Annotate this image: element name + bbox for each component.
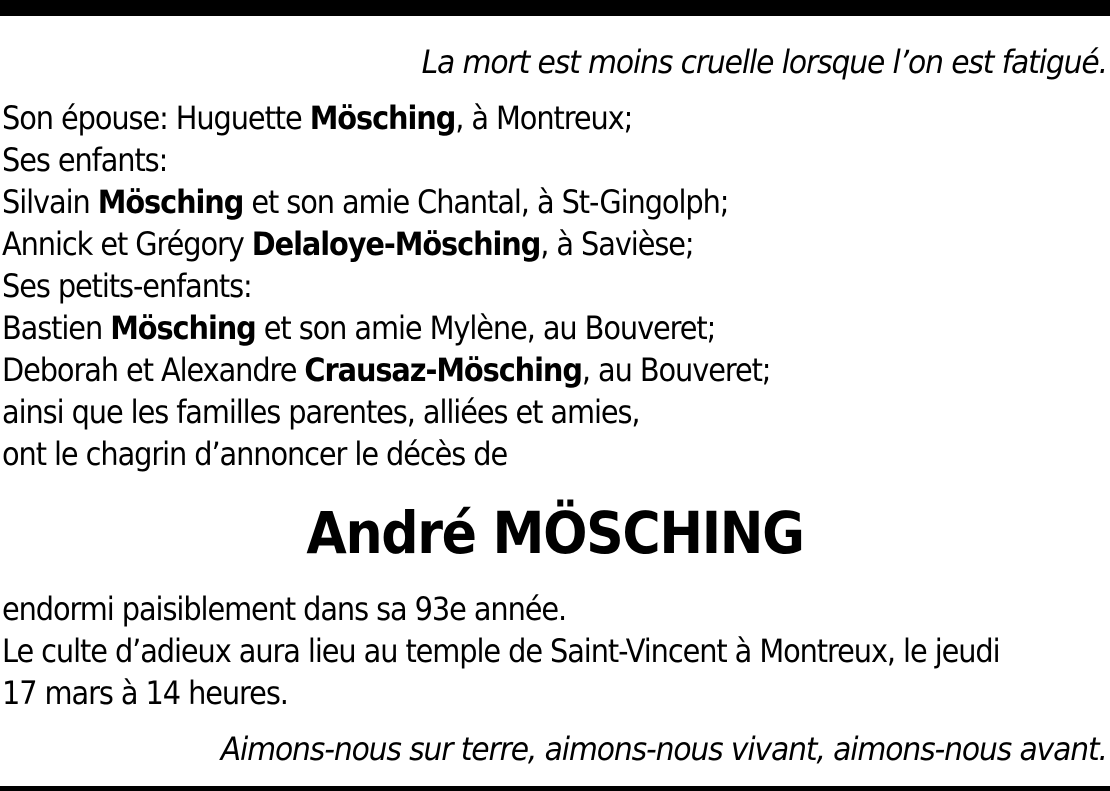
- details-list: [2, 588, 1108, 714]
- grandchildren-heading: Ses petits-enfants:: [2, 267, 252, 305]
- child-prefix: Annick et Grégory: [2, 225, 252, 263]
- grandchild-suffix: , au Bouveret;: [581, 351, 771, 389]
- epigraph: La mort est moins cruelle lorsque l’on est fatigué.: [421, 43, 1107, 81]
- spouse-line: [2, 97, 997, 139]
- closing-quote: Aimons-nous sur terre, aimons-nous vivant, aimons-nous avant.: [220, 730, 1107, 768]
- top-rule: [0, 0, 1110, 16]
- child-prefix: Silvain: [2, 183, 98, 221]
- bottom-rule: [0, 786, 1110, 791]
- child-suffix: et son amie Chantal, à St-Gingolph;: [243, 183, 729, 221]
- grandchild-surname: Crausaz-Mösching: [304, 351, 582, 389]
- passing-line: endormi paisiblement dans sa 93e année.: [2, 590, 567, 628]
- grandchild-prefix: Bastien: [2, 309, 111, 347]
- children-heading: Ses enfants:: [2, 141, 168, 179]
- child-surname: Mösching: [97, 183, 244, 221]
- grandchild-suffix: et son amie Mylène, au Bouveret;: [255, 309, 716, 347]
- child-suffix: , à Savièse;: [540, 225, 694, 263]
- grandchild-prefix: Deborah et Alexandre: [2, 351, 305, 389]
- child-line: [2, 181, 997, 223]
- family-list: [2, 97, 1108, 475]
- announcement-line: ont le chagrin d’annoncer le décès de: [2, 435, 508, 473]
- service-line: Le culte d’adieux aura lieu au temple de Saint-Vincent à Montreux, le jeudi: [2, 632, 1000, 670]
- spouse-surname: Mösching: [309, 99, 456, 137]
- grandchild-surname: Mösching: [110, 309, 256, 347]
- service-line: 17 mars à 14 heures.: [2, 674, 288, 712]
- child-line: [2, 223, 997, 265]
- grandchild-line: [2, 349, 997, 391]
- relatives-line: ainsi que les familles parentes, alliées et amies,: [2, 393, 640, 431]
- child-surname: Delaloye-Mösching: [251, 225, 541, 263]
- spouse-suffix: , à Montreux;: [455, 99, 633, 137]
- spouse-prefix: Son épouse: Huguette: [2, 99, 310, 137]
- grandchild-line: [2, 307, 997, 349]
- deceased-name: André MÖSCHING: [306, 499, 804, 567]
